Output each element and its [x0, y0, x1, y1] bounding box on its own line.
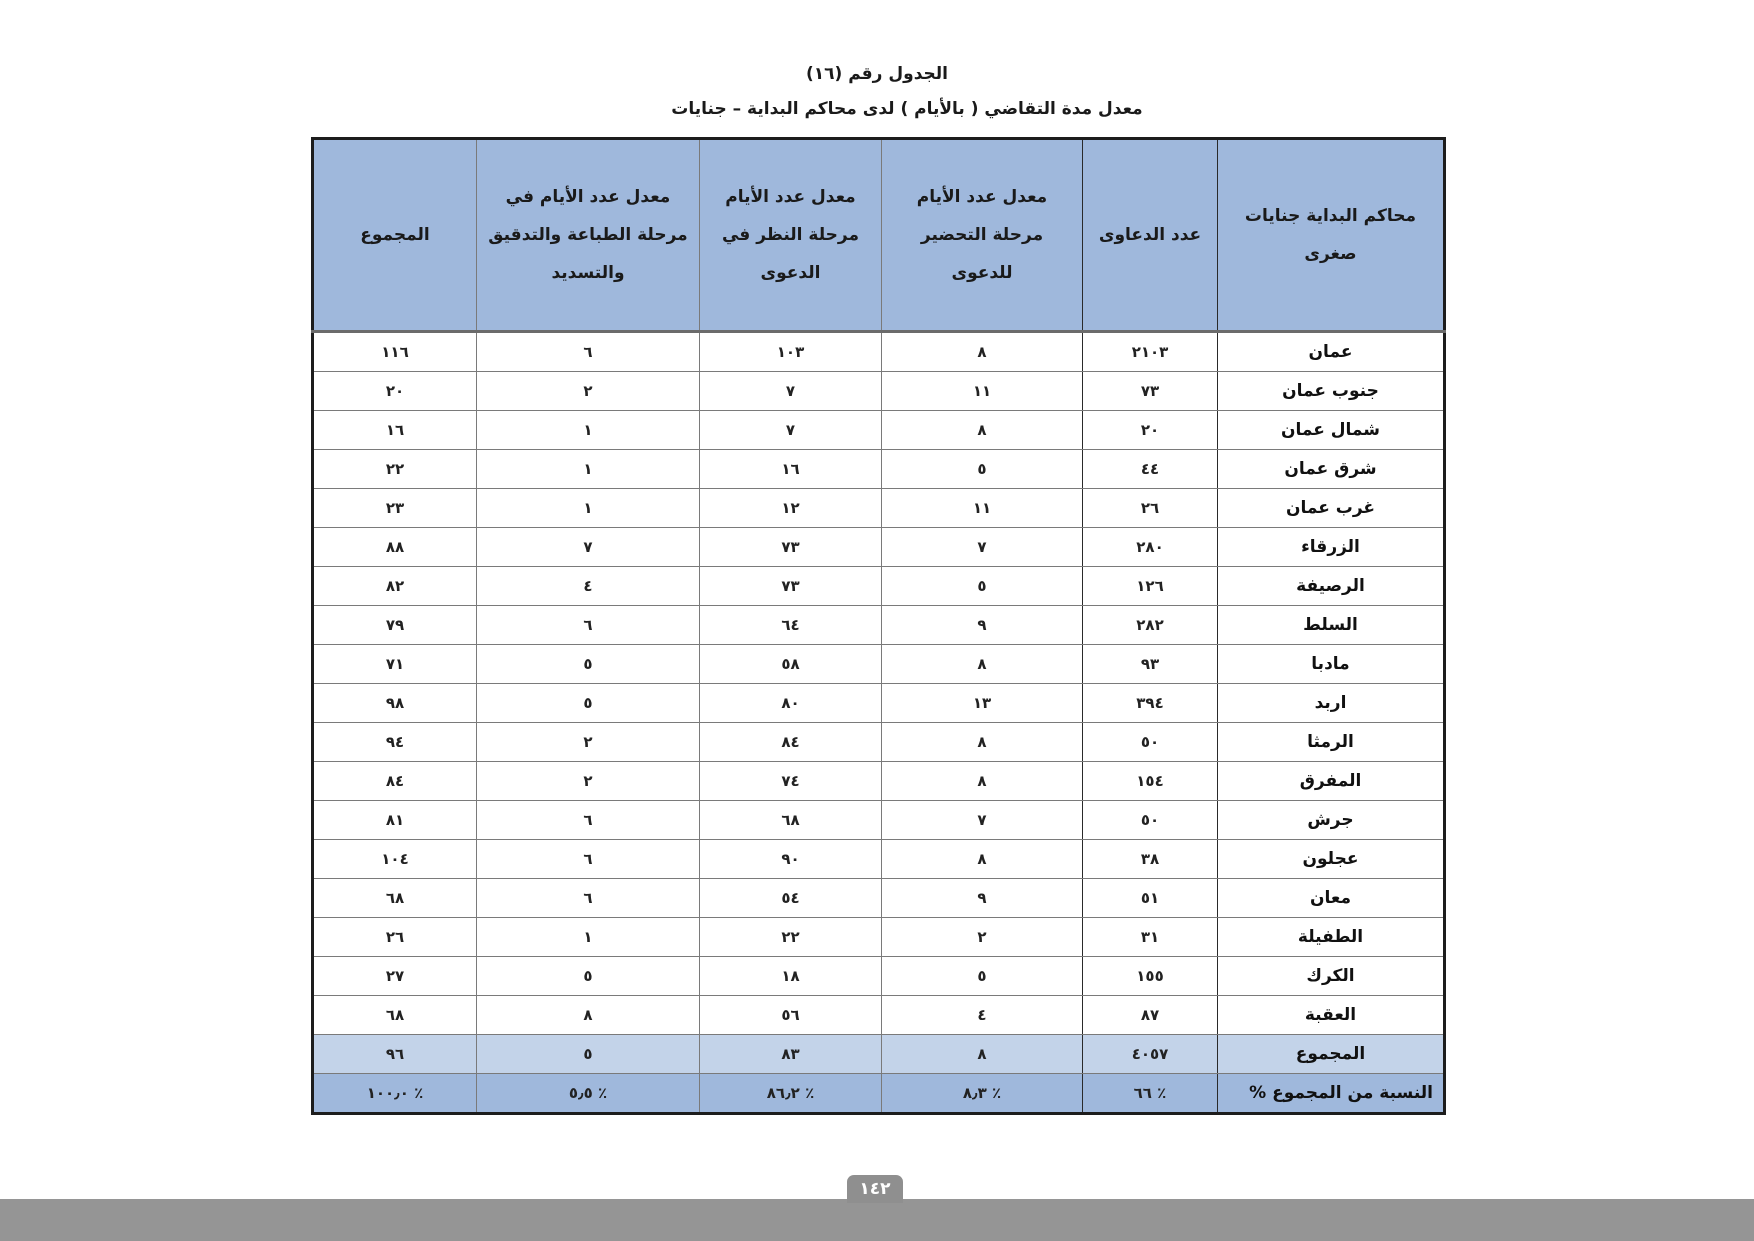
cell-prep: ٧ — [882, 528, 1083, 567]
cell-review: ٥٦ — [700, 996, 882, 1035]
cell-review: ١٦ — [700, 450, 882, 489]
cell-cases: ١٥٥ — [1083, 957, 1218, 996]
cell-court: غرب عمان — [1218, 489, 1445, 528]
cell-print: ٥ — [477, 645, 700, 684]
cell-prep: ٨ — [882, 723, 1083, 762]
table-row — [313, 372, 1445, 411]
cell-cases: ٨٧ — [1083, 996, 1218, 1035]
cell-court: النسبة من المجموع % — [1218, 1074, 1445, 1114]
table-row — [313, 567, 1445, 606]
cell-prep: ١٣ — [882, 684, 1083, 723]
cell-review: ١٠٣ — [700, 332, 882, 372]
percent-row — [313, 1074, 1445, 1114]
cell-total: ٪ ١٠٠٫٠ — [313, 1074, 477, 1114]
cell-print: ٪ ٥٫٥ — [477, 1074, 700, 1114]
table-row — [313, 606, 1445, 645]
cell-total: ٦٨ — [313, 996, 477, 1035]
cell-review: ٪ ٨٦٫٢ — [700, 1074, 882, 1114]
cell-total: ٢٣ — [313, 489, 477, 528]
cell-cases: ٧٣ — [1083, 372, 1218, 411]
cell-total: ١١٦ — [313, 332, 477, 372]
cell-print: ٤ — [477, 567, 700, 606]
cell-total: ٩٤ — [313, 723, 477, 762]
cell-court: المفرق — [1218, 762, 1445, 801]
cell-review: ٧ — [700, 372, 882, 411]
cell-print: ١ — [477, 918, 700, 957]
cell-court: معان — [1218, 879, 1445, 918]
cell-print: ٦ — [477, 840, 700, 879]
cell-print: ١ — [477, 450, 700, 489]
cell-review: ٢٢ — [700, 918, 882, 957]
cell-court: جنوب عمان — [1218, 372, 1445, 411]
cell-cases: ٪ ٦٦ — [1083, 1074, 1218, 1114]
header-prep-days: معدل عدد الأيام مرحلة التحضير للدعوى — [882, 139, 1083, 332]
cell-review: ١٨ — [700, 957, 882, 996]
cell-print: ٦ — [477, 606, 700, 645]
table-row — [313, 957, 1445, 996]
cell-cases: ١٥٤ — [1083, 762, 1218, 801]
cell-review: ٩٠ — [700, 840, 882, 879]
cell-prep: ٢ — [882, 918, 1083, 957]
table-row — [313, 762, 1445, 801]
cell-review: ٧٤ — [700, 762, 882, 801]
table-subtitle: معدل مدة التقاضي ( بالأيام ) لدى محاكم البداية – جنايات — [671, 99, 1143, 119]
cell-prep: ١١ — [882, 372, 1083, 411]
cell-cases: ٥٠ — [1083, 723, 1218, 762]
cell-cases: ٥٠ — [1083, 801, 1218, 840]
cell-prep: ٧ — [882, 801, 1083, 840]
cell-review: ١٢ — [700, 489, 882, 528]
cell-prep: ٨ — [882, 1035, 1083, 1074]
cell-court: العقبة — [1218, 996, 1445, 1035]
cell-court: الطفيلة — [1218, 918, 1445, 957]
cell-print: ٥ — [477, 957, 700, 996]
cell-cases: ٣٨ — [1083, 840, 1218, 879]
cell-review: ٨٠ — [700, 684, 882, 723]
page-number: ١٤٢ — [847, 1175, 903, 1203]
table-row — [313, 411, 1445, 450]
cell-total: ٢٧ — [313, 957, 477, 996]
cell-print: ٢ — [477, 762, 700, 801]
cell-print: ٦ — [477, 332, 700, 372]
cell-court: الكرك — [1218, 957, 1445, 996]
cell-prep: ٪ ٨٫٣ — [882, 1074, 1083, 1114]
cell-total: ٢٦ — [313, 918, 477, 957]
cell-court: شمال عمان — [1218, 411, 1445, 450]
cell-total: ٢٢ — [313, 450, 477, 489]
cell-review: ٨٣ — [700, 1035, 882, 1074]
table-row — [313, 879, 1445, 918]
cell-print: ٥ — [477, 1035, 700, 1074]
cell-cases: ١٢٦ — [1083, 567, 1218, 606]
header-total: المجموع — [313, 139, 477, 332]
cell-total: ٩٦ — [313, 1035, 477, 1074]
cell-prep: ٥ — [882, 957, 1083, 996]
cell-review: ٥٤ — [700, 879, 882, 918]
cell-court: عمان — [1218, 332, 1445, 372]
cell-review: ٦٨ — [700, 801, 882, 840]
cell-prep: ٨ — [882, 411, 1083, 450]
cell-prep: ٨ — [882, 332, 1083, 372]
table-row — [313, 489, 1445, 528]
cell-cases: ٣١ — [1083, 918, 1218, 957]
cell-prep: ١١ — [882, 489, 1083, 528]
cell-print: ٦ — [477, 879, 700, 918]
cell-review: ٦٤ — [700, 606, 882, 645]
cell-cases: ٣٩٤ — [1083, 684, 1218, 723]
table-row — [313, 528, 1445, 567]
cell-cases: ٥١ — [1083, 879, 1218, 918]
cell-total: ١٠٤ — [313, 840, 477, 879]
cell-court: اربد — [1218, 684, 1445, 723]
cell-review: ٧٣ — [700, 567, 882, 606]
cell-total: ٧٩ — [313, 606, 477, 645]
cell-prep: ٩ — [882, 606, 1083, 645]
cell-print: ١ — [477, 411, 700, 450]
cell-prep: ٩ — [882, 879, 1083, 918]
cell-prep: ٨ — [882, 762, 1083, 801]
cell-review: ٥٨ — [700, 645, 882, 684]
cell-court: مادبا — [1218, 645, 1445, 684]
cell-prep: ٥ — [882, 450, 1083, 489]
table-number-title: الجدول رقم (١٦) — [805, 64, 948, 84]
table-row — [313, 723, 1445, 762]
cell-cases: ٢٦ — [1083, 489, 1218, 528]
cell-review: ٧ — [700, 411, 882, 450]
cell-review: ٧٣ — [700, 528, 882, 567]
cell-print: ٥ — [477, 684, 700, 723]
cell-cases: ٢٠ — [1083, 411, 1218, 450]
cell-court: المجموع — [1218, 1035, 1445, 1074]
footer-bar — [0, 1199, 1754, 1241]
cell-court: عجلون — [1218, 840, 1445, 879]
cell-total: ٢٠ — [313, 372, 477, 411]
table-row — [313, 645, 1445, 684]
cell-total: ١٦ — [313, 411, 477, 450]
cell-court: جرش — [1218, 801, 1445, 840]
cell-print: ١ — [477, 489, 700, 528]
header-court: محاكم البداية جنايات صغرى — [1218, 139, 1445, 332]
cell-print: ٢ — [477, 372, 700, 411]
cell-prep: ٨ — [882, 645, 1083, 684]
header-review-days: معدل عدد الأيام مرحلة النظر في الدعوى — [700, 139, 882, 332]
header-cases: عدد الدعاوى — [1083, 139, 1218, 332]
cell-cases: ٩٣ — [1083, 645, 1218, 684]
cell-court: الزرقاء — [1218, 528, 1445, 567]
litigation-duration-table — [311, 137, 1446, 1115]
cell-cases: ٤٤ — [1083, 450, 1218, 489]
cell-print: ٢ — [477, 723, 700, 762]
cell-court: السلط — [1218, 606, 1445, 645]
cell-prep: ٤ — [882, 996, 1083, 1035]
table-row — [313, 450, 1445, 489]
table-row — [313, 996, 1445, 1035]
table-row — [313, 840, 1445, 879]
table-row — [313, 332, 1445, 372]
table-row — [313, 684, 1445, 723]
cell-prep: ٨ — [882, 840, 1083, 879]
table-header-row — [313, 139, 1445, 332]
cell-print: ٨ — [477, 996, 700, 1035]
cell-print: ٧ — [477, 528, 700, 567]
cell-review: ٨٤ — [700, 723, 882, 762]
cell-total: ٩٨ — [313, 684, 477, 723]
total-row — [313, 1035, 1445, 1074]
cell-court: شرق عمان — [1218, 450, 1445, 489]
cell-cases: ٤٠٥٧ — [1083, 1035, 1218, 1074]
header-print-days: معدل عدد الأيام في مرحلة الطباعة والتدقيق والتسديد — [477, 139, 700, 332]
cell-total: ٨٨ — [313, 528, 477, 567]
cell-total: ٦٨ — [313, 879, 477, 918]
cell-cases: ٢١٠٣ — [1083, 332, 1218, 372]
cell-cases: ٢٨٢ — [1083, 606, 1218, 645]
cell-total: ٧١ — [313, 645, 477, 684]
cell-total: ٨٤ — [313, 762, 477, 801]
cell-print: ٦ — [477, 801, 700, 840]
cell-court: الرصيفة — [1218, 567, 1445, 606]
cell-cases: ٢٨٠ — [1083, 528, 1218, 567]
cell-total: ٨٢ — [313, 567, 477, 606]
table-row — [313, 918, 1445, 957]
cell-court: الرمثا — [1218, 723, 1445, 762]
cell-total: ٨١ — [313, 801, 477, 840]
cell-prep: ٥ — [882, 567, 1083, 606]
table-row — [313, 801, 1445, 840]
